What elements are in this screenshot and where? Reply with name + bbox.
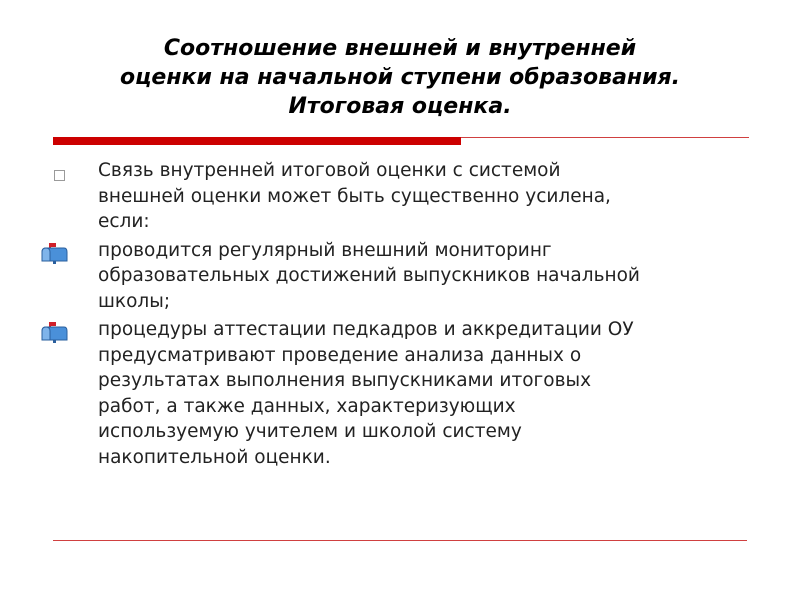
list-item-line: проводится регулярный внешний мониторинг [98, 239, 552, 261]
slide-title-line: оценки на начальной ступени образования. [119, 65, 681, 90]
list-item-line: если: [98, 211, 150, 232]
slide-title [40, 34, 760, 121]
mailbox-icon [40, 242, 68, 264]
list-item [40, 158, 750, 235]
slide-title-line: Итоговая оценка. [288, 94, 512, 119]
footer-rule [53, 540, 747, 541]
slide-body [40, 158, 750, 473]
square-bullet-icon [40, 162, 68, 184]
list-item-line: Связь внутренней итоговой оценки с системой [98, 160, 561, 181]
list-item-line: предусматривают проведение анализа данных о [98, 344, 582, 366]
list-item-line: школы; [98, 290, 171, 312]
title-underline-thin [461, 137, 749, 138]
mailbox-icon [40, 321, 68, 343]
list-item-line: используемую учителем и школой систему [98, 421, 522, 442]
list-item [40, 317, 750, 470]
list-item-line: внешней оценки может быть существенно усилена, [98, 185, 611, 207]
list-item-line: процедуры аттестации педкадров и аккредитации ОУ [98, 319, 634, 340]
title-underline-thick [53, 137, 461, 145]
list-item-line: образовательных достижений выпускников начальной [98, 265, 640, 286]
list-item-line: результатах выполнения выпускниками итоговых [98, 370, 592, 391]
slide-title-line: Соотношение внешней и внутренней [163, 36, 637, 61]
list-item-line: накопительной оценки. [98, 446, 331, 468]
list-item-line: работ, а также данных, характеризующих [98, 395, 516, 417]
list-item [40, 238, 750, 315]
